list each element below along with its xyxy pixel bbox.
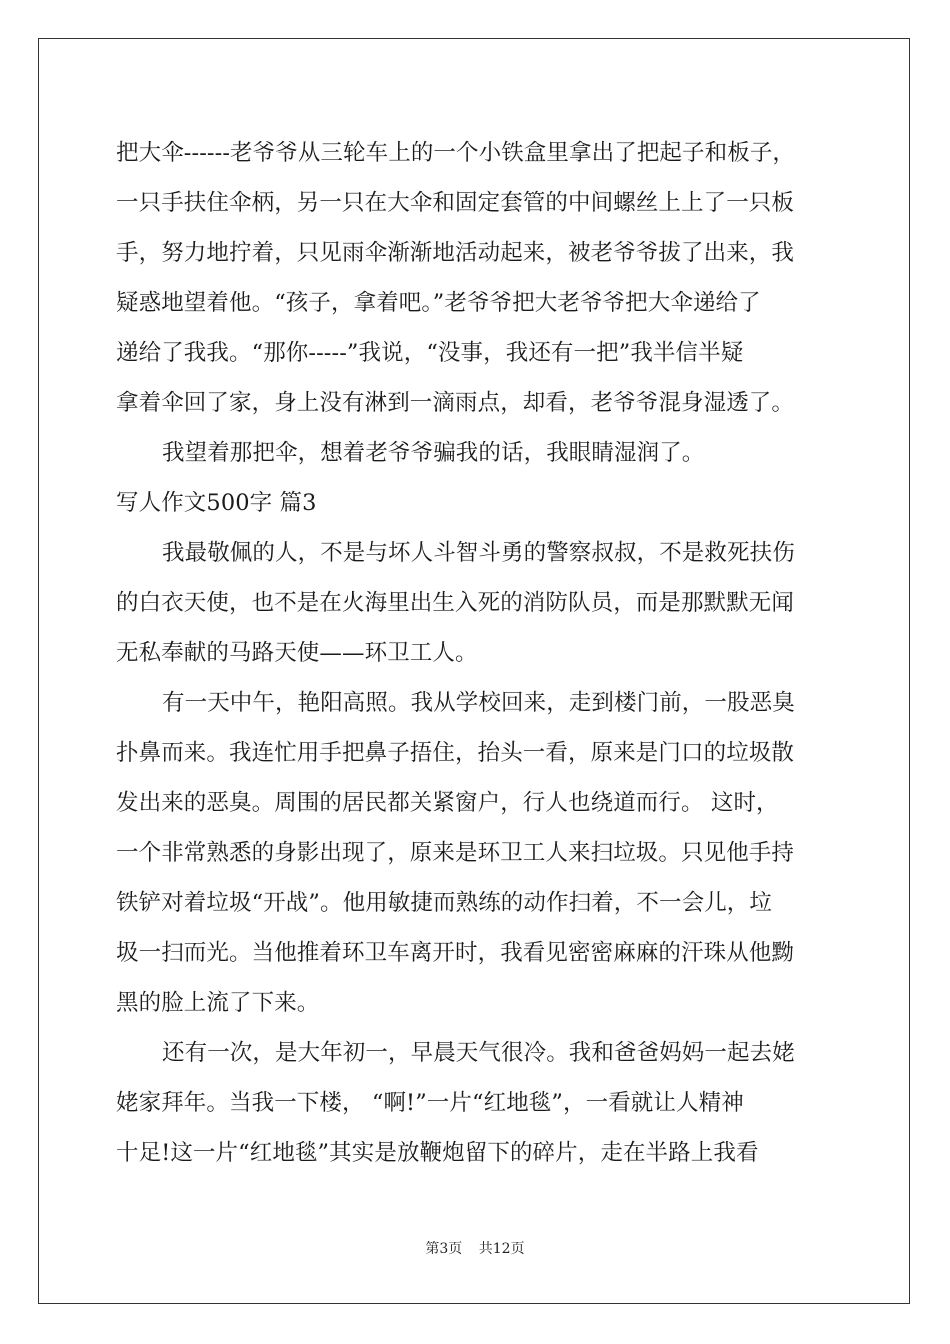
text-line: 拿着伞回了家，身上没有淋到一滴雨点，却看，老爷爷混身湿透了。: [116, 390, 795, 416]
text-line: 圾一扫而光。当他推着环卫车离开时，我看见密密麻麻的汗珠从他黝: [116, 940, 795, 966]
text-line: 扑鼻而来。我连忙用手把鼻子捂住，抬头一看，原来是门口的垃圾散: [116, 740, 795, 766]
text-line: 黑的脸上流了下来。: [116, 990, 320, 1016]
page-total: 共12页: [478, 1241, 525, 1257]
text-line: 把大伞------老爷爷从三轮车上的一个小铁盒里拿出了把起子和板子，: [116, 140, 796, 166]
paragraph-start: 有一天中午，艳阳高照。我从学校回来，走到楼门前，一股恶臭: [162, 690, 795, 716]
page-number: 第3页: [425, 1241, 463, 1257]
document-body: [116, 128, 832, 1178]
text-line: 发出来的恶臭。周围的居民都关紧窗户，行人也绕道而行。 这时，: [116, 790, 779, 816]
paragraph-start: 我望着那把伞，想着老爷爷骗我的话，我眼睛湿润了。: [162, 440, 705, 466]
text-line: 一只手扶住伞柄，另一只在大伞和固定套管的中间螺丝上上了一只板: [116, 190, 795, 216]
text-line: 十足!这一片“红地毯”其实是放鞭炮留下的碎片，走在半路上我看: [116, 1140, 759, 1166]
paragraph-start: 还有一次，是大年初一，早晨天气很冷。我和爸爸妈妈一起去姥: [162, 1040, 795, 1066]
text-line: 一个非常熟悉的身影出现了，原来是环卫工人来扫垃圾。只见他手持: [116, 840, 795, 866]
section-heading: 写人作文500字 篇3: [116, 490, 317, 516]
text-line: 的白衣天使，也不是在火海里出生入死的消防队员，而是那默默无闻: [116, 590, 795, 616]
text-line: 无私奉献的马路天使——环卫工人。: [116, 640, 478, 666]
text-line: 姥家拜年。当我一下楼， “啊!”一片“红地毯”，一看就让人精神: [116, 1090, 744, 1116]
text-line: 手，努力地拧着，只见雨伞渐渐地活动起来，被老爷爷拔了出来，我: [116, 240, 795, 266]
text-line: 疑惑地望着他。“孩子，拿着吧。”老爷爷把大老爷爷把大伞递给了: [116, 290, 761, 316]
text-line: 递给了我我。“那你-----”我说，“没事，我还有一把”我半信半疑: [116, 340, 744, 366]
page-footer: [0, 1238, 950, 1258]
paragraph-start: 我最敬佩的人，不是与坏人斗智斗勇的警察叔叔，不是救死扶伤: [162, 540, 795, 566]
text-line: 铁铲对着垃圾“开战”。他用敏捷而熟练的动作扫着，不一会儿，垃: [116, 890, 773, 916]
